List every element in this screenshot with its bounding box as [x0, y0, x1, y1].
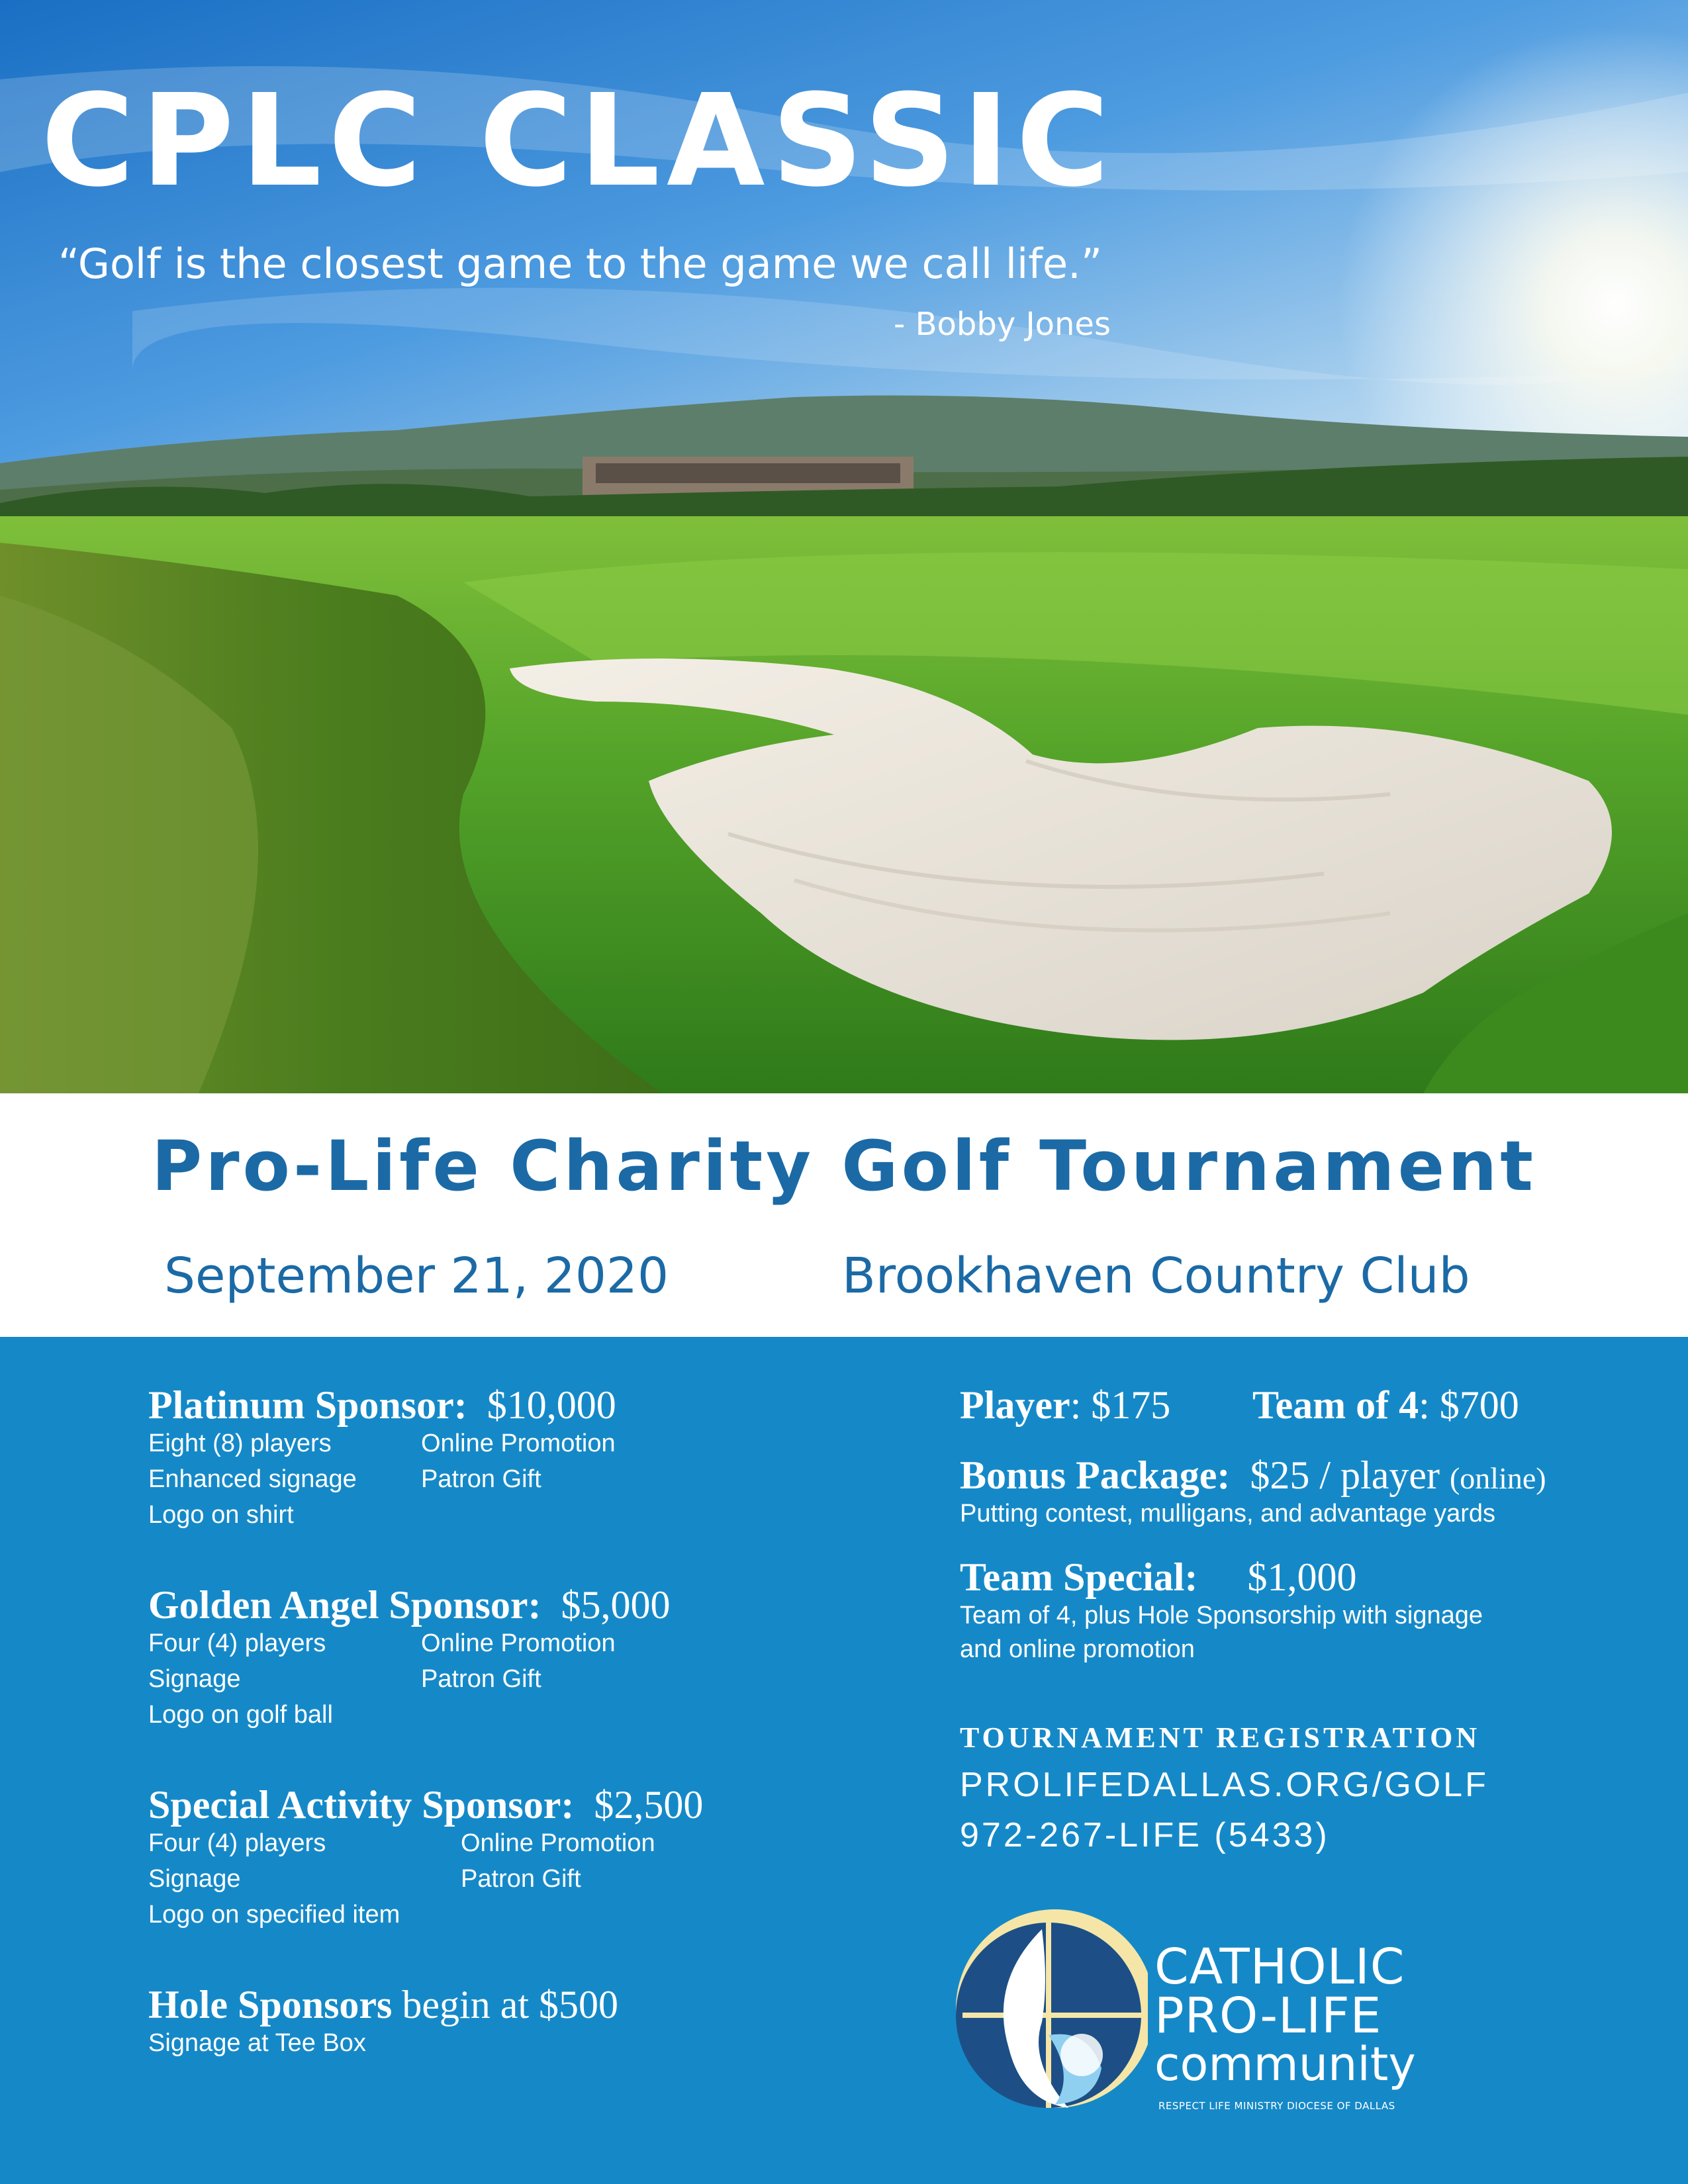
logo-line-1: CATHOLIC [1154, 1938, 1405, 1995]
bonus-label: Bonus Package: [960, 1453, 1231, 1497]
sponsor-heading [148, 1583, 670, 1627]
sponsor-name: Golden Angel Sponsor: [148, 1583, 541, 1627]
sponsor-tier-special-activity [148, 1783, 703, 1936]
flyer-title: CPLC CLASSIC [41, 68, 1116, 215]
player-pricing [960, 1383, 1170, 1427]
benefit-item: Four (4) players [148, 1829, 326, 1857]
sponsorship-section [0, 1337, 1688, 2184]
special-detail-line: Team of 4, plus Hole Sponsorship with signage [960, 1602, 1483, 1629]
quote-attribution: - Bobby Jones [894, 306, 1111, 343]
sponsor-benefits [148, 2030, 618, 2070]
benefit-item: Signage [148, 1665, 241, 1693]
sponsor-tier-platinum [148, 1383, 616, 1537]
benefit-item: Patron Gift [421, 1465, 541, 1493]
benefit-item: Logo on specified item [148, 1901, 400, 1929]
benefit-item: Online Promotion [421, 1629, 616, 1657]
sponsor-tier-hole [148, 1983, 618, 2070]
sponsor-heading [148, 1783, 703, 1827]
benefit-item: Logo on shirt [148, 1501, 294, 1529]
logo-line-3: community [1154, 2037, 1416, 2091]
registration-phone[interactable]: 972-267-LIFE (5433) [960, 1816, 1330, 1854]
cplc-logo [949, 1903, 1426, 2121]
bonus-package [960, 1453, 1546, 1531]
event-venue: Brookhaven Country Club [842, 1248, 1470, 1304]
registration-block [960, 1721, 1489, 1855]
bonus-note: (online) [1449, 1461, 1546, 1495]
sponsor-price: $2,500 [594, 1783, 704, 1827]
sponsor-benefits [148, 1831, 703, 1936]
benefit-item: Patron Gift [421, 1665, 541, 1693]
player-price: : $175 [1070, 1383, 1171, 1427]
event-info-band [0, 1093, 1688, 1337]
sponsor-name: Platinum Sponsor: [148, 1383, 467, 1427]
event-subtitle: Pro-Life Charity Golf Tournament [152, 1126, 1536, 1206]
sponsor-name: Hole Sponsors [148, 1983, 393, 2026]
bonus-detail: Putting contest, mulligans, and advantage yards [960, 1500, 1496, 1527]
benefit-item: Enhanced signage [148, 1465, 357, 1493]
player-label: Player [960, 1383, 1070, 1427]
sponsor-benefits [148, 1631, 670, 1737]
team-pricing [1252, 1383, 1519, 1427]
sponsor-price: $10,000 [487, 1383, 616, 1427]
benefit-item: Four (4) players [148, 1629, 326, 1657]
benefit-item: Signage at Tee Box [148, 2029, 366, 2057]
sponsor-tier-golden-angel [148, 1583, 670, 1737]
sponsor-price: $5,000 [561, 1583, 671, 1627]
logo-emblem-icon [949, 1903, 1148, 2121]
event-date: September 21, 2020 [164, 1248, 669, 1304]
sponsor-benefits [148, 1431, 616, 1537]
benefit-item: Eight (8) players [148, 1430, 332, 1457]
special-label: Team Special: [960, 1555, 1198, 1599]
benefit-item: Signage [148, 1865, 241, 1893]
logo-line-2: PRO-LIFE [1154, 1987, 1382, 2044]
registration-url[interactable]: PROLIFEDALLAS.ORG/GOLF [960, 1766, 1489, 1804]
sponsor-name: Special Activity Sponsor: [148, 1783, 575, 1827]
quote-text: “Golf is the closest game to the game we call life.” [58, 240, 1103, 288]
sponsor-price: begin at $500 [402, 1983, 619, 2026]
bonus-price: $25 / player [1250, 1453, 1440, 1497]
special-price: $1,000 [1247, 1555, 1357, 1599]
sponsor-heading [148, 1383, 616, 1427]
team-label: Team of 4 [1252, 1383, 1419, 1427]
logo-tagline: RESPECT LIFE MINISTRY DIOCESE OF DALLAS [1158, 2100, 1395, 2112]
benefit-item: Online Promotion [461, 1829, 655, 1857]
sponsor-heading [148, 1983, 618, 2026]
benefit-item: Logo on golf ball [148, 1701, 333, 1729]
registration-heading: TOURNAMENT REGISTRATION [960, 1721, 1481, 1754]
benefit-item: Online Promotion [421, 1430, 616, 1457]
special-detail-line: and online promotion [960, 1635, 1195, 1664]
team-special [960, 1555, 1483, 1667]
benefit-item: Patron Gift [461, 1865, 581, 1893]
logo-wordmark [1154, 1938, 1416, 2091]
team-price: : $700 [1419, 1383, 1519, 1427]
